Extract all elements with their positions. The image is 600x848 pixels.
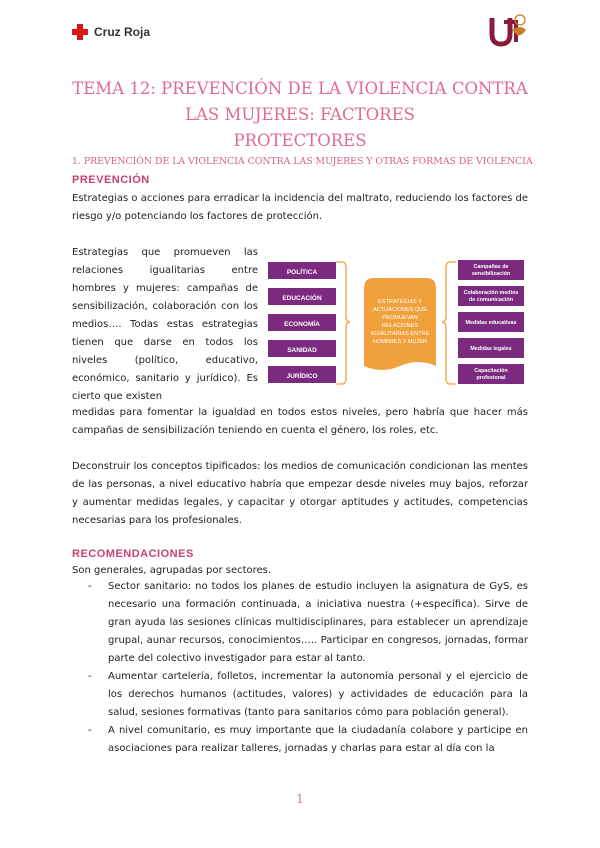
left-label-educacion: EDUCACIÓN bbox=[282, 295, 322, 302]
diagram-left-boxes bbox=[268, 262, 336, 383]
left-label-juridico: JURÍDICO bbox=[286, 373, 318, 380]
list-item: - Sector sanitario: no todos los planes de estudio incluyen la asignatura de GyS, es necesario una formación continuada, a iniciativa nuestra (+específica). Sirve de gran ayuda las sesiones clínicas multidisciplinares, para establecer un aprendizaje grupal, aunar recursos, conocimientos….. Participar en congresos, jornadas, formar parte del colectivo investigador para estar al tanto. bbox=[86, 578, 528, 668]
diagram-right-boxes bbox=[458, 260, 524, 384]
svg-text:ACTUACIONES QUE: ACTUACIONES QUE bbox=[372, 307, 428, 313]
right-label-capacitacion-2: profesional bbox=[476, 375, 506, 381]
title-line-2: PROTECTORES bbox=[233, 131, 367, 150]
svg-text:IGUALITARIAS ENTRE: IGUALITARIAS ENTRE bbox=[370, 331, 430, 337]
right-box-colaboracion bbox=[458, 286, 524, 306]
right-label-educativas: Medidas educativas bbox=[465, 320, 517, 326]
right-label-campanas-1: Campañas de bbox=[473, 264, 509, 270]
svg-text:PROMUEVAN: PROMUEVAN bbox=[382, 315, 418, 321]
paragraph-strategies: Estrategias que promueven las relaciones igualitarias entre hombres y mujeres: campañas de sensibilización, colaboración con los medios…. Todas estas estrategias tienen que darse en todos los niveles (político, educativo, económico, sanitario y jurídico). Es cierto que existen bbox=[72, 247, 258, 402]
left-label-economia: ECONOMÍA bbox=[284, 321, 320, 328]
left-brace bbox=[336, 262, 350, 384]
svg-text:HOMBRES Y MUJER: HOMBRES Y MUJER bbox=[372, 339, 428, 345]
brand-logo bbox=[72, 24, 150, 40]
recomendaciones-intro: Son generales, agrupadas por sectores. bbox=[72, 565, 272, 576]
university-seal-icon bbox=[486, 12, 532, 52]
right-label-campanas-2: sensibilización bbox=[471, 271, 511, 277]
page-title bbox=[60, 76, 540, 154]
right-box-capacitacion bbox=[458, 364, 524, 384]
right-label-legales: Medidas legales bbox=[470, 346, 512, 352]
red-cross-icon bbox=[72, 24, 88, 40]
svg-text:ESTRATEGIAS Y: ESTRATEGIAS Y bbox=[378, 299, 422, 305]
left-label-sanidad: SANIDAD bbox=[287, 347, 317, 354]
paragraph-deconstruct: Deconstruir los conceptos tipificados: los medios de comunicación condicionan las mentes de las personas, a nivel educativo habría que empezar desde niveles muy bajos, reforzar y aumentar medidas legales, y capacitar y otorgar aptitudes y actitudes, competencias necesarias para los profesionales. bbox=[72, 461, 528, 526]
paragraph-definition: Estrategias o acciones para erradicar la incidencia del maltrato, reduciendo los factores de riesgo y/o potenciando los factores de protección. bbox=[72, 193, 528, 222]
recommendations-list bbox=[86, 578, 528, 758]
left-label-politica: POLÍTICA bbox=[286, 269, 318, 276]
right-label-capacitacion-1: Capacitación bbox=[474, 368, 508, 374]
section-heading: 1. PREVENCIÓN DE LA VIOLENCIA CONTRA LAS MUJERES Y OTRAS FORMAS DE VIOLENCIA bbox=[72, 156, 533, 167]
strategies-diagram bbox=[266, 258, 528, 390]
recomendaciones-heading: RECOMENDACIONES bbox=[72, 548, 194, 560]
right-label-colaboracion-2: de comunicación bbox=[468, 297, 514, 303]
paragraph-strategies-continued: medidas para fomentar la igualdad en todos estos niveles, pero habría que hacer más campañas de sensibilización teniendo en cuenta el género, los roles, etc. bbox=[72, 407, 528, 436]
brand-name: Cruz Roja bbox=[94, 25, 151, 39]
list-item: - A nivel comunitario, es muy importante que la ciudadanía colabore y participe en asociaciones para realizar talleres, jornadas y charlas para estar al día con la bbox=[86, 722, 528, 758]
title-line-1: TEMA 12: PREVENCIÓN DE LA VIOLENCIA CONTRA LAS MUJERES: FACTORES bbox=[72, 79, 528, 124]
right-label-colaboracion-1: Colaboración medios bbox=[463, 290, 519, 296]
list-item: - Aumentar cartelería, folletos, incrementar la autonomía personal y el ejercicio de los derechos humanos (actitudes, valores) y actividades de educación para la salud, sesiones formativas (tanto para sanitarios cómo para población general). bbox=[86, 668, 528, 722]
right-box-campanas bbox=[458, 260, 524, 280]
svg-text:RELACIONES: RELACIONES bbox=[381, 323, 419, 329]
page-number: 1 bbox=[296, 792, 304, 806]
right-brace bbox=[442, 262, 456, 384]
prevencion-heading: PREVENCIÓN bbox=[72, 174, 150, 186]
